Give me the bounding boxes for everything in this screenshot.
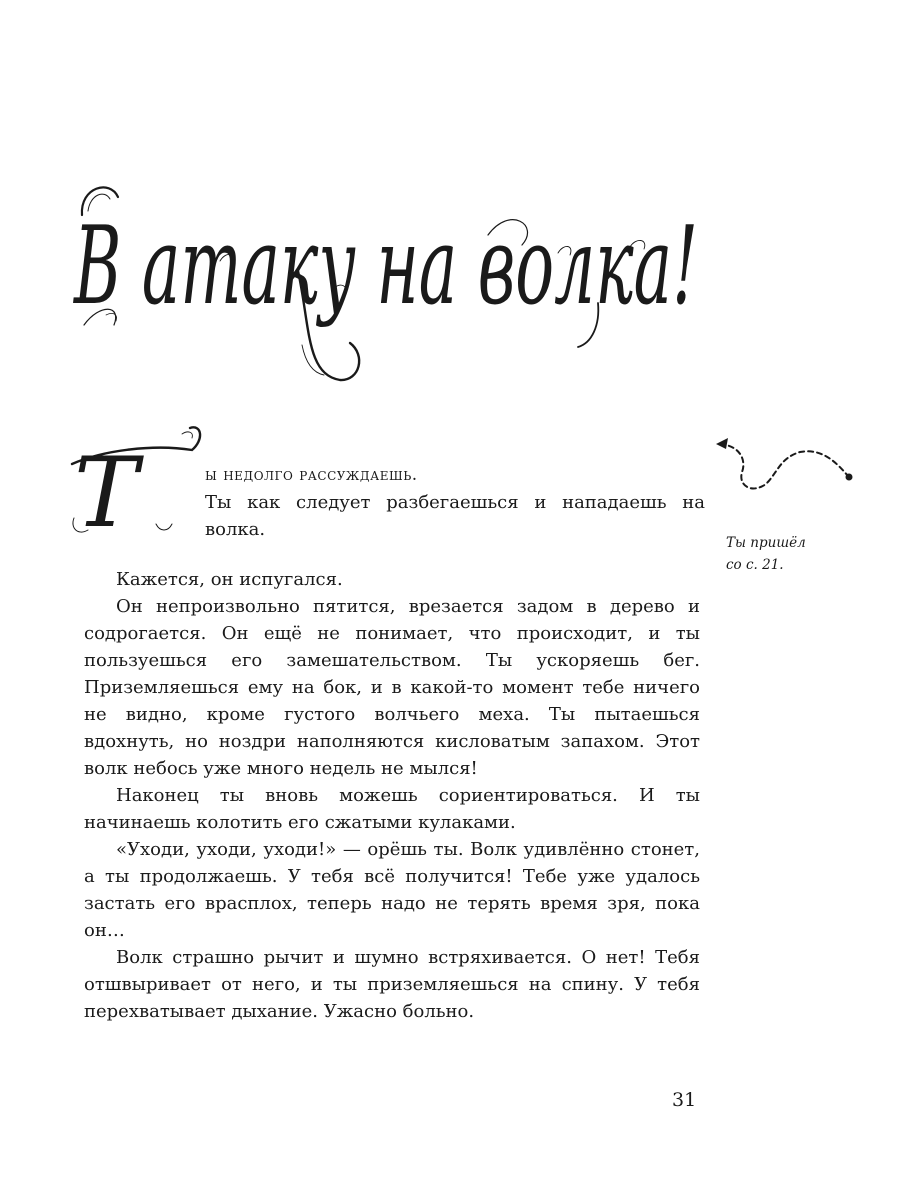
paragraph: Волк страшно рычит и шумно встряхивается. О нет! Тебя отшвыривает от него, и ты приземляешься на спину. У тебя перехватывает дыхание. Ужасно больно. bbox=[84, 947, 700, 1022]
paragraph: «Уходи, уходи, уходи!» — орёшь ты. Волк удивлённо стонет, а ты продолжаешь. У тебя всё получится! Тебе уже удалось застать его врасплох, теперь надо не терять время зря, пока он… bbox=[84, 839, 700, 941]
chapter-title bbox=[70, 175, 710, 390]
drop-cap bbox=[64, 420, 204, 540]
drop-cap-letter: Т bbox=[74, 437, 139, 540]
margin-note-text bbox=[726, 532, 846, 576]
drop-cap-svg bbox=[64, 420, 204, 540]
paragraph: Он непроизвольно пятится, врезается задом в дерево и содрогается. Он ещё не понимает, что происходит, и ты пользуешься его замешательством. Ты ускоряешь бег. Приземляешься ему на бок, и в какой-то момент тебе ничего не видно, кроме густого волчьего меха. Ты пытаешься вдохнуть, но ноздри наполняются кисловатым запахом. Этот волк небось уже много недель не мылся! bbox=[84, 596, 700, 779]
paragraph: Кажется, он испугался. bbox=[116, 569, 343, 590]
body-text bbox=[84, 566, 700, 1025]
lead-paragraph bbox=[205, 462, 705, 543]
margin-note bbox=[712, 432, 862, 576]
paragraph: Наконец ты вновь можешь сориентироваться. И ты начинаешь колотить его сжатыми кулаками. bbox=[84, 785, 700, 833]
margin-note-line1: Ты пришёл bbox=[726, 535, 806, 551]
chapter-title-text: В атаку на волка! bbox=[72, 204, 699, 329]
lead-text: Ты как следует разбегаешься и нападаешь на волка. bbox=[205, 492, 705, 540]
lead-small-caps: ы недолго рассуждаешь. bbox=[205, 465, 418, 485]
page-number: 31 bbox=[672, 1089, 697, 1111]
dashed-arrow-path-icon bbox=[712, 432, 862, 502]
chapter-title-svg bbox=[70, 175, 710, 390]
margin-note-line2: со с. 21. bbox=[726, 557, 784, 573]
